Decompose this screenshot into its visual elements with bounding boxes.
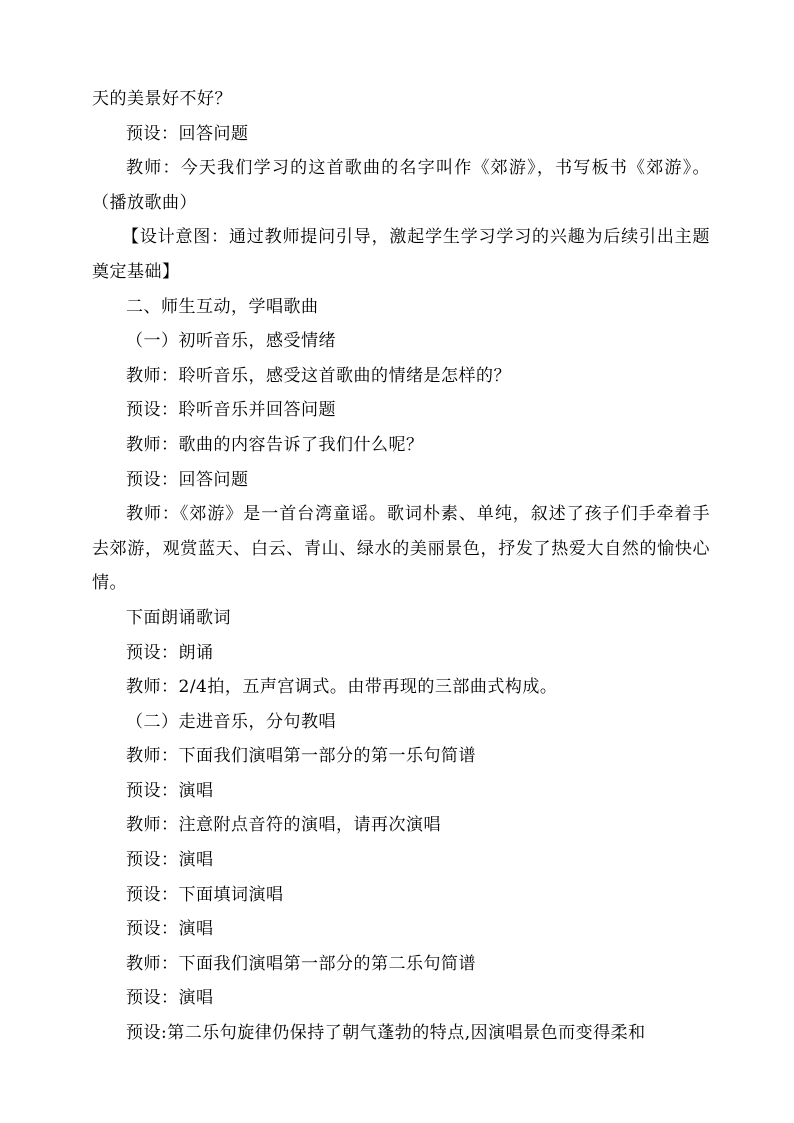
paragraph: 教师：2/4拍，五声宫调式。由带再现的三部曲式构成。 — [126, 677, 558, 698]
paragraph: 预设：回答问题 — [126, 469, 249, 490]
paragraph: 预设：演唱 — [126, 780, 214, 801]
paragraph: （一）初听音乐，感受情绪 — [126, 331, 336, 352]
paragraph: 教师：歌曲的内容告诉了我们什么呢？ — [126, 434, 424, 455]
paragraph: 预设：聆听音乐并回答问题 — [126, 400, 336, 421]
paragraph: （二）走进音乐，分句教唱 — [126, 711, 336, 732]
paragraph: 【设计意图：通过教师提问引导，激起学生学习学习的兴趣为后续引出主题奠定基础】 — [92, 227, 710, 282]
paragraph: 教师：下面我们演唱第一部分的第二乐句简谱 — [126, 953, 476, 974]
paragraph: 预设：演唱 — [126, 919, 214, 940]
paragraph: 教师：《郊游》是一首台湾童谣。歌词朴素、单纯，叙述了孩子们手牵着手去郊游，观赏蓝天、白云、青山、绿水的美丽景色，抒发了热爱大自然的愉快心情。 — [92, 504, 710, 594]
paragraph: 教师：今天我们学习的这首歌曲的名字叫作《郊游》，书写板书《郊游》。（播放歌曲） — [92, 158, 710, 213]
paragraph: 预设：下面填词演唱 — [126, 884, 284, 905]
paragraph: 教师：下面我们演唱第一部分的第一乐句简谱 — [126, 746, 476, 767]
paragraph: 预设：演唱 — [126, 988, 214, 1009]
paragraph: 预设：回答问题 — [126, 123, 249, 144]
paragraph: 天的美景好不好？ — [92, 89, 232, 109]
paragraph: 教师：聆听音乐，感受这首歌曲的情绪是怎样的？ — [126, 365, 511, 386]
paragraph: 预设：朗诵 — [126, 642, 214, 663]
paragraph: 下面朗诵歌词 — [126, 607, 231, 628]
paragraph: 二、师生互动，学唱歌曲 — [126, 296, 319, 317]
document-body — [92, 82, 710, 1051]
paragraph: 教师：注意附点音符的演唱，请再次演唱 — [126, 815, 441, 836]
paragraph: 预设：演唱 — [126, 850, 214, 871]
paragraph: 预设:第二乐句旋律仍保持了朝气蓬勃的特点,因演唱景色而变得柔和 — [126, 1023, 646, 1044]
